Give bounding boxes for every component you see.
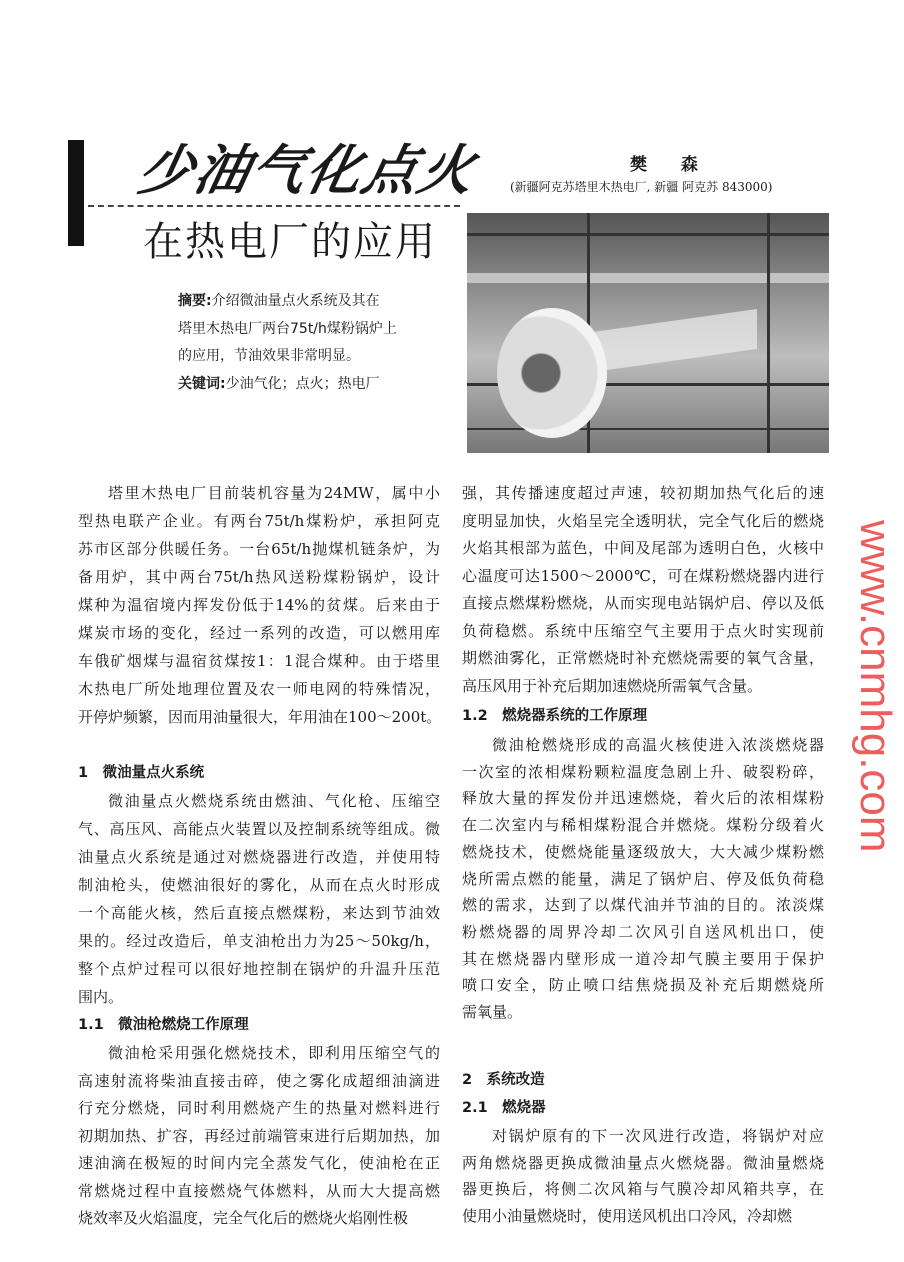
text-line: 喷口安全，防止喷口结焦烧损及补充后期燃烧所 [462,976,824,995]
text-line: 对锅炉原有的下一次风进行改造，将锅炉对应 [492,1127,824,1145]
affiliation: (新疆阿克苏塔里木热电厂, 新疆 阿克苏 843000) [510,180,773,194]
text-line: 型热电联产企业。有两台75t/h煤粉炉，承担阿克 [78,512,440,530]
section-heading: 1.2 燃烧器系统的工作原理 [462,708,648,724]
keywords-label: 关键词: [178,376,226,392]
text-line: 苏市区部分供暖任务。一台65t/h抛煤机链条炉，为 [78,540,440,558]
text-line: 两角燃烧器更换成微油量点火燃烧器。微油量燃烧 [462,1153,824,1172]
text-line: 微油枪采用强化燃烧技术，即利用压缩空气的 [108,1044,440,1062]
text-line: 使用小油量燃烧时，使用送风机出口冷风，冷却燃 [462,1207,793,1226]
text-line: 在二次室内与稀相煤粉混合并燃烧。煤粉分级着火 [462,816,824,835]
text-line: 燃的需求，达到了以煤代油并节油的目的。浓淡煤 [462,896,824,915]
abstract-line [178,290,380,310]
title-divider [88,205,460,207]
abstract-line: 的应用，节油效果非常明显。 [178,348,360,364]
text-line: 需氧量。 [462,1003,523,1021]
author: 樊 森 [630,155,712,175]
watermark: www.cnmhg.com [851,520,900,853]
text-line: 强，其传播速度超过声速，较初期加热气化后的速 [462,484,824,502]
section-heading: 2.1 燃烧器 [462,1100,546,1116]
text-line: 开停炉频繁，因而用油量很大，年用油在100～200t。 [78,708,442,726]
text-line: 微油枪燃烧形成的高温火核使进入浓淡燃烧器 [492,736,824,754]
abstract-text: 介绍微油量点火系统及其在 [211,293,380,309]
abstract-label: 摘要: [178,293,212,309]
keywords-line [178,373,380,393]
text-line: 期燃油雾化，正常燃烧时补充燃烧需要的氧气含量， [462,649,824,667]
text-line: 高压风用于补充后期加速燃烧所需氧气含量。 [462,676,763,695]
section-heading: 1 微油量点火系统 [78,765,205,781]
text-line: 围内。 [78,988,124,1006]
text-line: 负荷稳燃。系统中压缩空气主要用于点火时实现前 [462,621,824,640]
section-heading: 1.1 微油枪燃烧工作原理 [78,1017,249,1033]
text-line: 行充分燃烧，同时利用燃烧产生的热量对燃料进行 [78,1099,440,1117]
abstract-line: 塔里木热电厂两台75t/h煤粉锅炉上 [178,321,397,337]
title-main: 少油气化点火 [132,139,482,202]
text-line: 初期加热、扩容，再经过前端管束进行后期加热，加 [78,1126,440,1145]
text-line: 火焰其根部为蓝色，中间及尾部为透明白色，火核中 [462,539,824,557]
text-line: 烧效率及火焰温度，完全气化后的燃烧火焰刚性极 [78,1209,409,1227]
keywords-text: 少油气化；点火；热电厂 [225,376,380,392]
text-line: 微油量点火燃烧系统由燃油、气化枪、压缩空 [108,792,440,810]
text-line: 速油滴在极短的时间内完全蒸发气化，使油枪在正 [78,1154,440,1172]
text-line: 煤种为温宿境内挥发份低于14%的贫煤。后来由于 [78,596,440,614]
text-line: 常燃烧过程中直接燃烧气体燃料，从而大大提高燃 [78,1181,440,1200]
text-line: 度明显加快，火焰呈完全透明状，完全气化后的燃烧 [462,511,824,530]
text-line: 直接点燃煤粉燃烧，从而实现电站锅炉启、停以及低 [462,594,824,612]
text-line: 粉燃烧器的周界冷却二次风引自送风机出口，使 [462,922,824,941]
text-line: 塔里木热电厂目前装机容量为24MW，属中小 [108,484,440,502]
title-accent-bar [68,140,84,246]
text-line: 一个高能火核，然后直接点燃煤粉，来达到节油效 [78,904,440,922]
boiler-photo [467,213,829,453]
text-line: 高速射流将柴油直接击碎，使之雾化成超细油滴进 [78,1071,440,1090]
text-line: 果的。经过改造后，单支油枪出力为25～50kg/h， [78,932,440,950]
section-heading: 2 系统改造 [462,1072,545,1088]
text-line: 烧所需点燃的能量，满足了锅炉启、停及低负荷稳 [462,869,824,888]
text-line: 心温度可达1500～2000℃，可在煤粉燃烧器内进行 [462,566,824,585]
text-line: 释放大量的挥发份并迅速燃烧，着火后的浓相煤粉 [462,789,824,808]
text-line: 木热电厂所处地理位置及农一师电网的特殊情况， [78,680,440,698]
title-sub: 在热电厂的应用 [143,219,437,265]
text-line: 车俄矿烟煤与温宿贫煤按1：1混合煤种。由于塔里 [78,652,440,670]
text-line: 器更换后，将侧二次风箱与气膜冷却风箱共享，在 [462,1180,824,1199]
text-line: 燃烧技术，使燃烧能量逐级放大，大大减少煤粉燃 [462,842,824,861]
text-line: 气、高压风、高能点火装置以及控制系统等组成。微 [78,820,440,838]
text-line: 油量点火系统是通过对燃烧器进行改造，并使用特 [78,848,440,866]
text-line: 煤炭市场的变化，经过一系列的改造，可以燃用库 [78,624,440,642]
text-line: 备用炉，其中两台75t/h热风送粉煤粉锅炉，设计 [78,568,440,586]
text-line: 一次室的浓相煤粉颗粒温度急剧上升、破裂粉碎， [462,762,824,781]
text-line: 整个点炉过程可以很好地控制在锅炉的升温升压范 [78,960,440,978]
text-line: 制油枪头，使燃油很好的雾化，从而在点火时形成 [78,876,440,894]
text-line: 其在燃烧器内壁形成一道冷却气膜主要用于保护 [462,949,824,968]
